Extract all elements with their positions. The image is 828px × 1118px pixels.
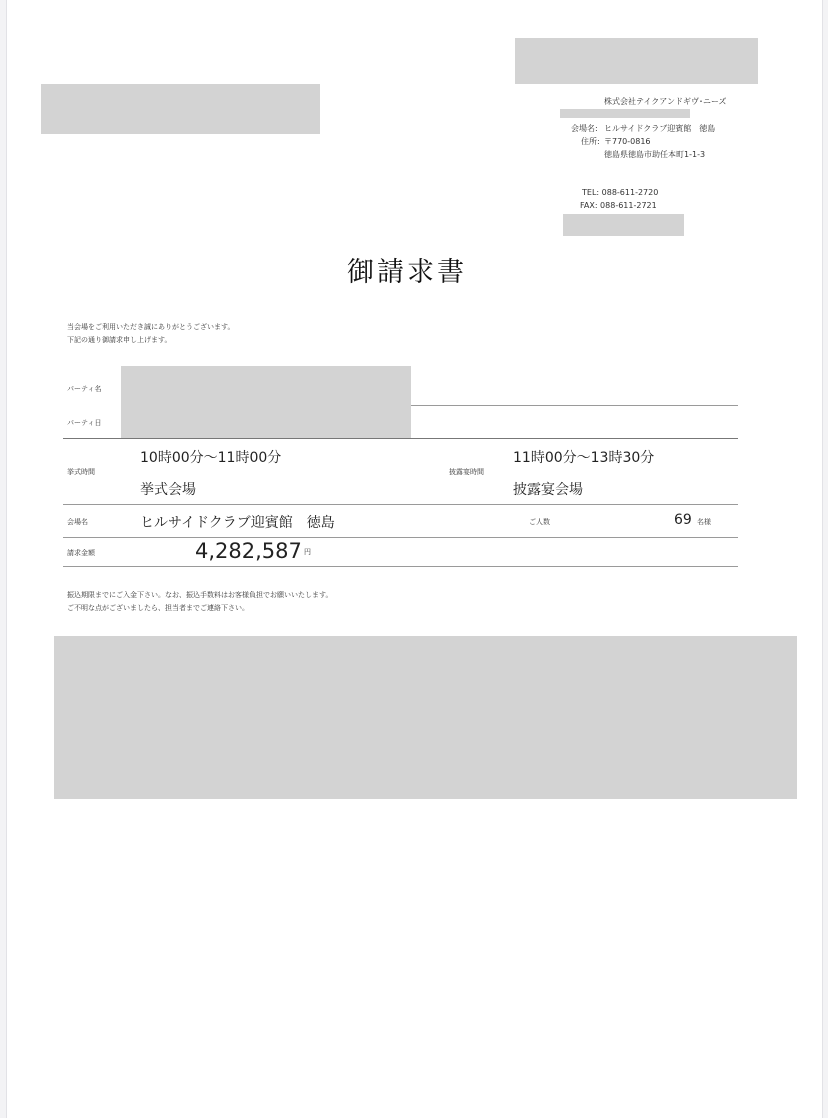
party-date-label: パーティ日 <box>67 419 102 427</box>
issuer-address-label: 住所: <box>581 137 600 146</box>
reception-venue-value: 披露宴会場 <box>513 482 583 498</box>
reception-time-value: 11時00分～13時30分 <box>513 450 655 466</box>
issuer-postal: 〒770-0816 <box>604 137 651 146</box>
issuer-tel: TEL: 088-611-2720 <box>582 188 659 197</box>
amount-unit: 円 <box>304 548 311 556</box>
row-divider <box>63 537 738 538</box>
document-title: 御請求書 <box>347 257 467 288</box>
venue-value: ヒルサイドクラブ迎賓館 徳島 <box>140 515 335 531</box>
intro-line-1: 当会場をご利用いただき誠にありがとうございます。 <box>67 323 235 331</box>
guests-value: 69 <box>674 512 692 528</box>
row-divider <box>63 504 738 505</box>
issuer-company: 株式会社テイクアンドギヴ･ニーズ <box>604 97 727 106</box>
payment-note-2: ご不明な点がございましたら、担当者までご連絡下さい。 <box>67 604 249 612</box>
intro-line-2: 下記の通り御請求申し上げます。 <box>67 336 172 344</box>
reception-time-label: 披露宴時間 <box>449 468 484 476</box>
amount-value: 4,282,587 <box>195 539 302 563</box>
issuer-address: 徳島県徳島市助任本町1-1-3 <box>604 150 706 159</box>
ceremony-time-value: 10時00分～11時00分 <box>140 450 282 466</box>
row-divider <box>411 405 738 406</box>
issuer-venue-value: ヒルサイドクラブ迎賓館 徳島 <box>604 124 716 133</box>
issuer-fax: FAX: 088-611-2721 <box>580 201 657 210</box>
redacted-block-top-left <box>41 84 320 134</box>
payment-note-1: 振込期限までにご入金下さい。なお、振込手数料はお客様負担でお願いいたします。 <box>67 591 333 599</box>
guests-label: ご人数 <box>529 518 550 526</box>
redacted-party-info <box>121 366 411 438</box>
row-divider <box>63 438 738 439</box>
redacted-block-top-right <box>515 38 758 84</box>
invoice-page <box>6 0 823 1118</box>
redacted-line-issuer <box>560 109 690 118</box>
ceremony-time-label: 挙式時間 <box>67 468 95 476</box>
ceremony-venue-value: 挙式会場 <box>140 482 196 498</box>
row-divider <box>63 566 738 567</box>
venue-label: 会場名 <box>67 518 88 526</box>
guests-unit: 名様 <box>697 518 711 526</box>
issuer-venue-label: 会場名: <box>571 124 598 133</box>
redacted-details-block <box>54 636 797 799</box>
redacted-block-issuer-bottom <box>563 214 684 236</box>
amount-label: 請求金額 <box>67 549 95 557</box>
party-name-label: パーティ名 <box>67 385 102 393</box>
